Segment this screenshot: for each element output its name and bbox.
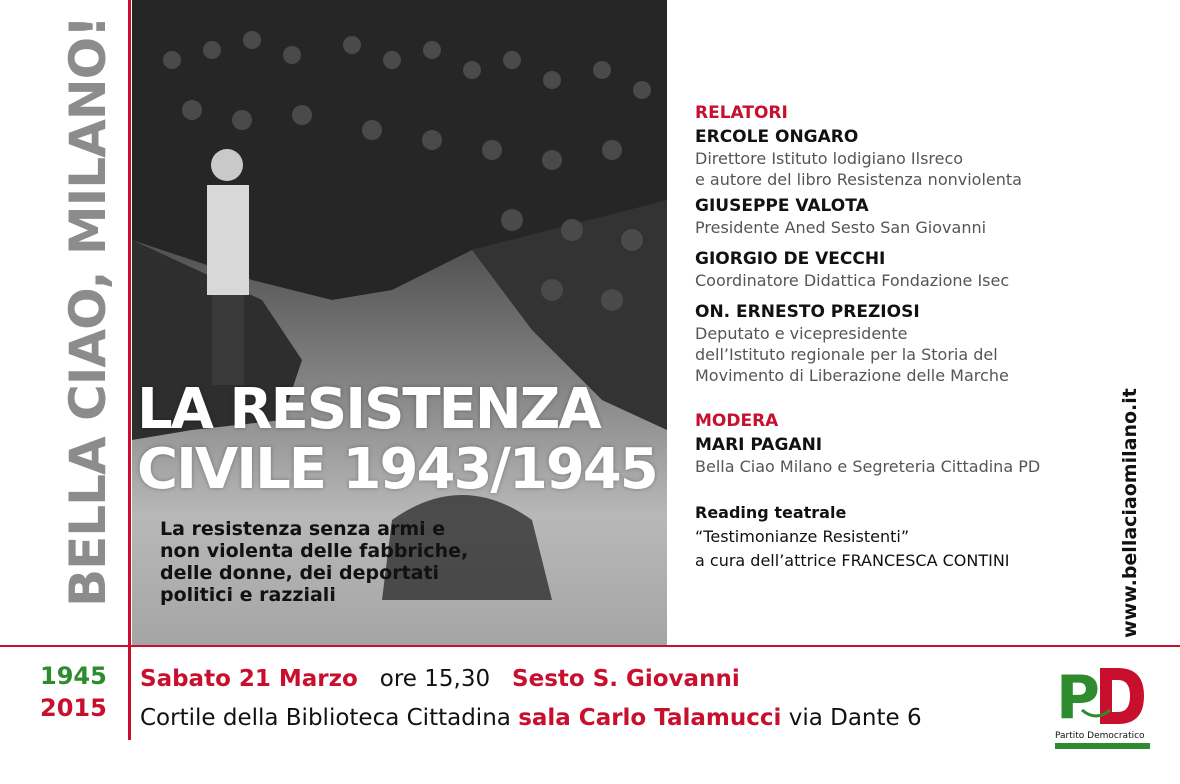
year-2015: 2015 [40, 694, 107, 722]
pd-logo-icon [1052, 660, 1148, 742]
modera-heading: MODERA [695, 411, 779, 431]
event-place: Sesto S. Giovanni [512, 666, 740, 692]
years-block [40, 660, 120, 724]
speaker-role [695, 323, 1095, 386]
speaker-role-line: e autore del libro Resistenza nonviolenta [695, 170, 1022, 189]
side-title: BELLA CIAO, MILANO! [59, 16, 117, 607]
moderator-role: Bella Ciao Milano e Segreteria Cittadina PD [695, 457, 1041, 476]
speaker-role [695, 217, 1095, 238]
speaker-role-line: Coordinatore Didattica Fondazione Isec [695, 271, 1010, 290]
speaker-role-line: Deputato e vicepresidente [695, 324, 908, 343]
relatori-heading: RELATORI [695, 103, 788, 123]
event-time: ore 15,30 [379, 666, 491, 692]
subtitle-line: non violenta delle fabbriche, [160, 540, 469, 562]
subtitle-line: La resistenza senza armi e [160, 518, 446, 540]
speaker-role-line: Direttore Istituto lodigiano Ilsreco [695, 149, 964, 168]
event-room: sala Carlo Talamucci [518, 705, 782, 731]
subtitle-line: delle donne, dei deportati [160, 562, 440, 584]
logo-caption: Partito Democratico [1055, 731, 1145, 741]
event-venue: Cortile della Biblioteca Cittadina [140, 705, 511, 731]
pd-logo-p: P [1056, 663, 1100, 733]
event-venue-line [140, 703, 922, 733]
vertical-red-rule [128, 0, 131, 740]
reading-by: a cura dell’attrice FRANCESCA CONTINI [695, 551, 1010, 570]
logo-underline [1055, 743, 1150, 749]
speaker-name: GIUSEPPE VALOTA [695, 196, 869, 216]
main-title [137, 377, 677, 502]
speaker-name: GIORGIO DE VECCHI [695, 249, 886, 269]
horizontal-red-rule [0, 645, 1180, 647]
speaker-role [695, 270, 1095, 291]
speaker-role-line: Presidente Aned Sesto San Giovanni [695, 218, 987, 237]
event-date-line [140, 664, 740, 694]
reading-block [695, 501, 1095, 573]
reading-show: “Testimonianze Resistenti” [695, 527, 910, 546]
event-date: Sabato 21 Marzo [140, 666, 358, 692]
speaker-name: ERCOLE ONGARO [695, 127, 859, 147]
year-1945: 1945 [40, 662, 107, 690]
speaker-name: ON. ERNESTO PREZIOSI [695, 302, 920, 322]
subtitle-line: politici e razziali [160, 584, 336, 606]
main-title-line1: LA RESISTENZA [137, 377, 600, 442]
event-address: via Dante 6 [788, 705, 922, 731]
speaker-role [695, 148, 1095, 190]
subtitle [160, 518, 480, 606]
speakers-column [695, 102, 1095, 573]
moderator-name: MARI PAGANI [695, 435, 823, 455]
reading-title: Reading teatrale [695, 503, 847, 522]
speaker-role-line: Movimento di Liberazione delle Marche [695, 366, 1009, 385]
speaker-role-line: dell’Istituto regionale per la Storia del [695, 345, 998, 364]
main-title-line2: CIVILE 1943/1945 [137, 437, 657, 502]
website-link[interactable]: www.bellaciaomilano.it [1119, 388, 1141, 638]
